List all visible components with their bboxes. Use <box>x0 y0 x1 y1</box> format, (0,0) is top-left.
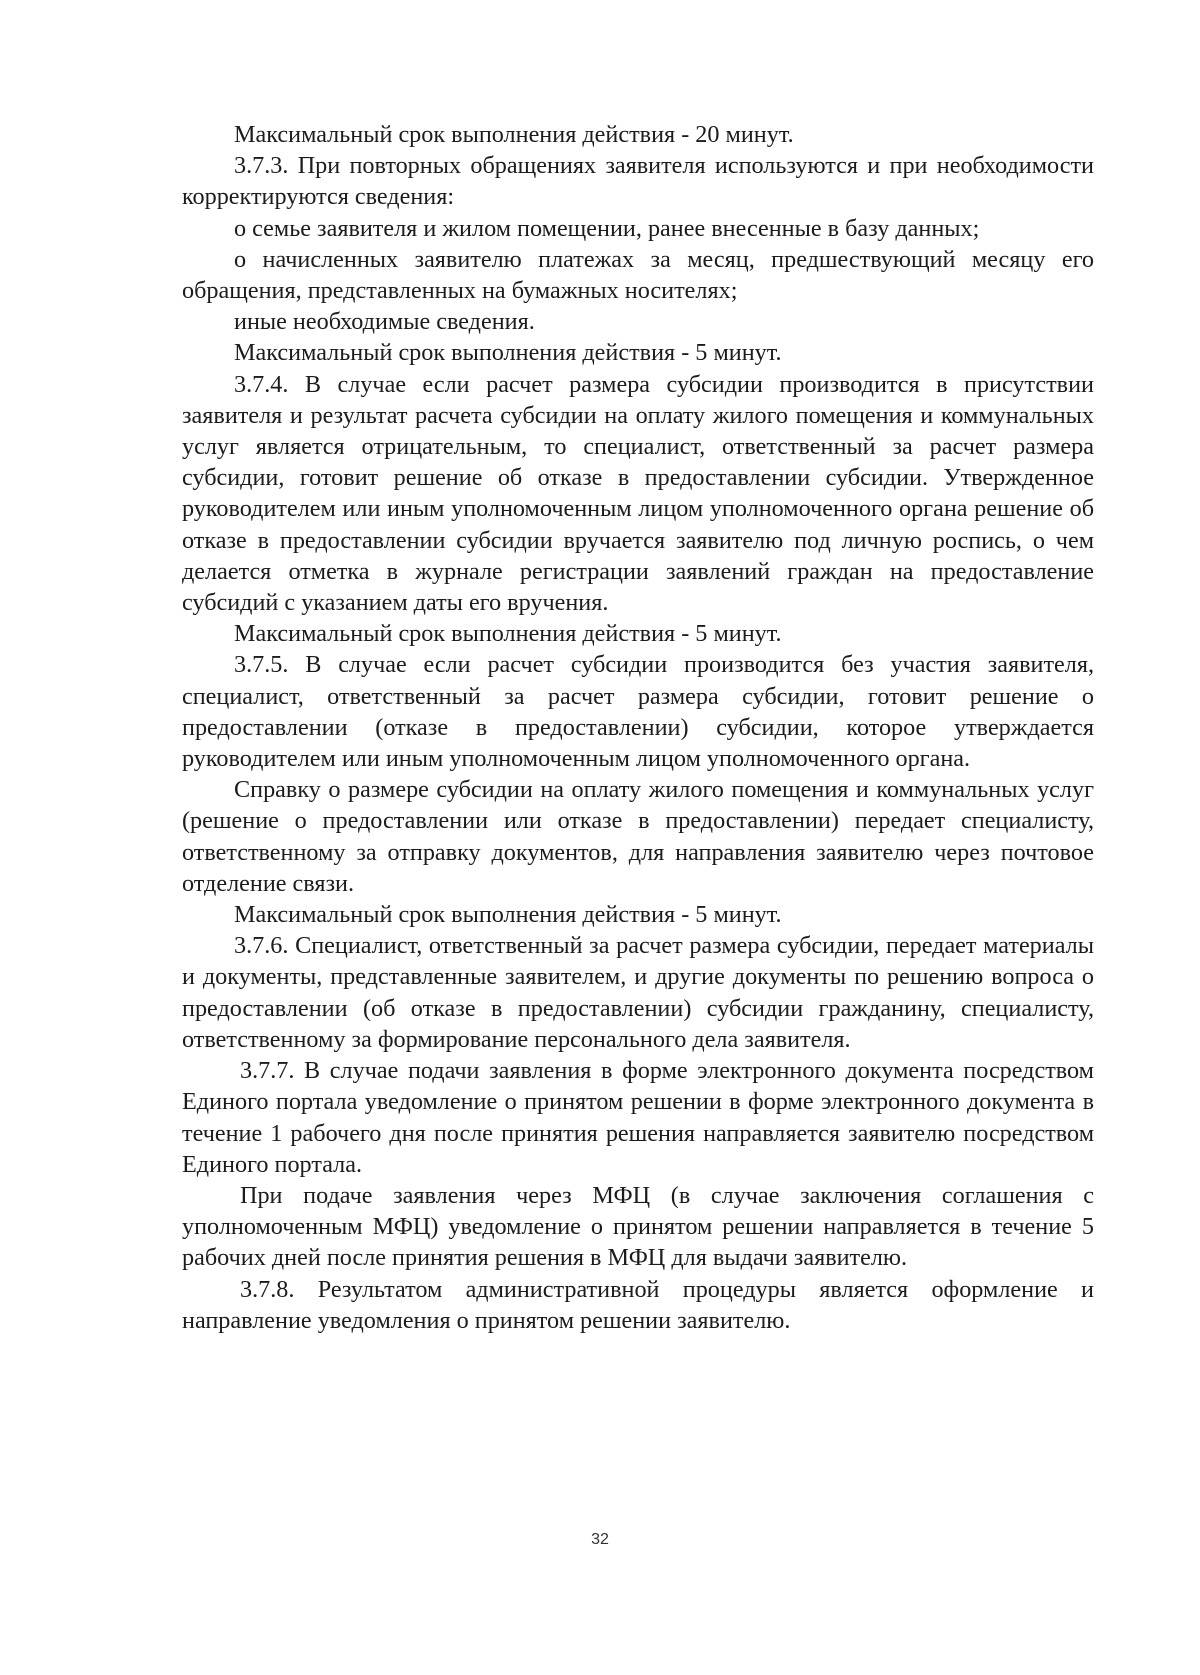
paragraph-other-info: иные необходимые сведения. <box>234 308 535 336</box>
paragraph-3-7-7: 3.7.7. В случае подачи заявления в форме электронного документа посредством Единого портала уведомление о принятом решении в форме электронного документа в течение 1 рабочего дня после принятия решения направляется заявителю посредством Единого портала. <box>182 1057 1094 1178</box>
paragraph-family-info: о семье заявителя и жилом помещении, ранее внесенные в базу данных; <box>234 214 980 242</box>
page-number: 32 <box>591 1531 609 1548</box>
paragraph-3-7-4: 3.7.4. В случае если расчет размера субсидии производится в присутствии заявителя и результат расчета субсидии на оплату жилого помещения и коммунальных услуг является отрицательным, то специалист, ответственный за расчет размера субсидии, готовит решение об отказе в предоставлении субсидии. Утвержденное руководителем или иным уполномоченным лицом уполномоченного органа решение об отказе в предоставлении субсидии вручается заявителю под личную роспись, о чем делается отметка в журнале регистрации заявлений граждан на предоставление субсидий с указанием даты его вручения. <box>182 370 1094 617</box>
paragraph-3-7-6: 3.7.6. Специалист, ответственный за расчет размера субсидии, передает материалы и документы, представленные заявителем, и другие документы по решению вопроса о предоставлении (об отказе в предоставлении) субсидии гражданину, специалисту, ответственному за формирование персонального дела заявителя. <box>182 932 1094 1053</box>
paragraph-mfc: При подаче заявления через МФЦ (в случае заключения соглашения с уполномоченным МФЦ) уведомление о принятом решении направляется в течение 5 рабочих дней после принятия решения в МФЦ для выдачи заявителю. <box>182 1181 1094 1272</box>
document-body <box>182 119 1094 1336</box>
paragraph-max-time-5-c: Максимальный срок выполнения действия - 5 минут. <box>234 901 782 929</box>
paragraph-max-time-5-b: Максимальный срок выполнения действия - 5 минут. <box>234 620 782 648</box>
paragraph-3-7-8: 3.7.8. Результатом административной процедуры является оформление и направление уведомления о принятом решении заявителю. <box>182 1275 1094 1334</box>
paragraph-3-7-3: 3.7.3. При повторных обращениях заявителя используются и при необходимости корректируются сведения: <box>182 152 1094 211</box>
paragraph-max-time-20: Максимальный срок выполнения действия - 20 минут. <box>234 121 794 148</box>
paragraph-certificate: Справку о размере субсидии на оплату жилого помещения и коммунальных услуг (решение о предоставлении или отказе в предоставлении) передает специалисту, ответственному за отправку документов, для направления заявителю через почтовое отделение связи. <box>182 776 1094 897</box>
paragraph-3-7-5: 3.7.5. В случае если расчет субсидии производится без участия заявителя, специалист, ответственный за расчет размера субсидии, готовит решение о предоставлении (отказе в предоставлении) субсидии, которое утверждается руководителем или иным уполномоченным лицом уполномоченного органа. <box>182 651 1094 773</box>
paragraph-payments-info: о начисленных заявителю платежах за месяц, предшествующий месяцу его обращения, представленных на бумажных носителях; <box>182 245 1094 305</box>
paragraph-max-time-5-a: Максимальный срок выполнения действия - 5 минут. <box>234 339 782 367</box>
